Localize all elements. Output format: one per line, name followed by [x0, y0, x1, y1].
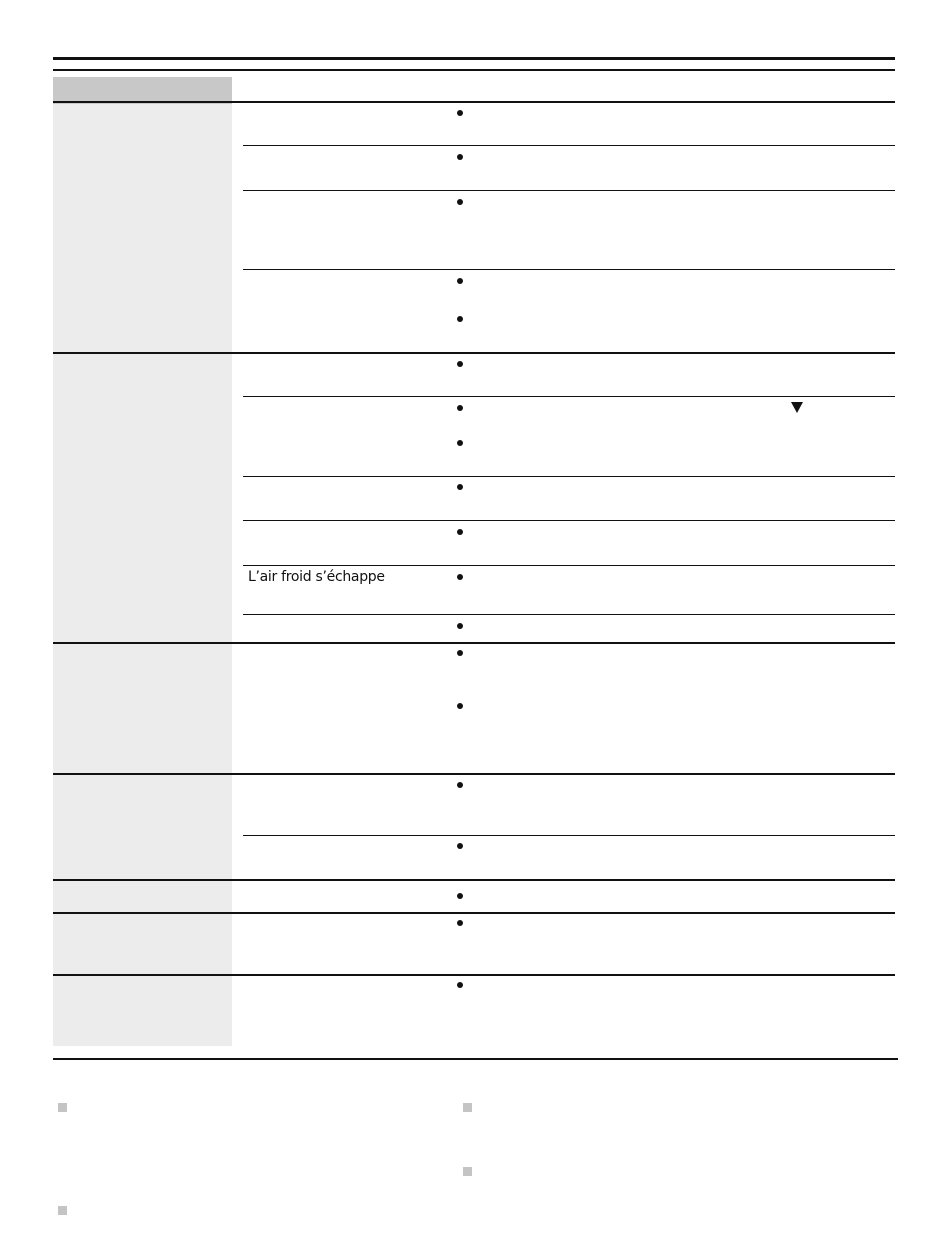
- top-rule-thick: [53, 57, 895, 60]
- bullet-point: [457, 893, 463, 899]
- bullet-point: [457, 529, 463, 535]
- bullet-point: [457, 782, 463, 788]
- bullet-point: [457, 574, 463, 580]
- group-divider: [53, 101, 895, 103]
- table-header-cell: [53, 77, 232, 104]
- down-arrow-icon: [791, 402, 803, 413]
- row-divider: [243, 476, 895, 477]
- bullet-point: [457, 484, 463, 490]
- bottom-rule: [53, 1058, 898, 1060]
- row-divider: [243, 269, 895, 270]
- bullet-point: [457, 843, 463, 849]
- group-divider: [53, 773, 895, 775]
- row-divider: [243, 145, 895, 146]
- group-divider: [53, 974, 895, 976]
- square-marker-icon: [58, 1103, 67, 1112]
- row-divider: [243, 520, 895, 521]
- bullet-point: [457, 199, 463, 205]
- square-marker-icon: [58, 1206, 67, 1215]
- bullet-point: [457, 920, 463, 926]
- bullet-point: [457, 316, 463, 322]
- bullet-point: [457, 982, 463, 988]
- row-divider: [243, 835, 895, 836]
- bullet-point: [457, 361, 463, 367]
- square-marker-icon: [463, 1103, 472, 1112]
- bullet-point: [457, 154, 463, 160]
- bullet-point: [457, 110, 463, 116]
- bullet-point: [457, 440, 463, 446]
- group-divider: [53, 642, 895, 644]
- row-divider: [243, 565, 895, 566]
- bullet-point: [457, 650, 463, 656]
- row-divider: [243, 190, 895, 191]
- group-divider: [53, 879, 895, 881]
- group-divider: [53, 912, 895, 914]
- square-marker-icon: [463, 1167, 472, 1176]
- row-divider: [243, 396, 895, 397]
- bullet-point: [457, 623, 463, 629]
- row-divider: [243, 614, 895, 615]
- group-divider: [53, 352, 895, 354]
- top-rule-thin: [53, 69, 895, 71]
- bullet-point: [457, 703, 463, 709]
- bullet-point: [457, 278, 463, 284]
- bullet-point: [457, 405, 463, 411]
- cause-label: L’air froid s’échappe: [248, 569, 385, 585]
- problem-column: [53, 104, 232, 1046]
